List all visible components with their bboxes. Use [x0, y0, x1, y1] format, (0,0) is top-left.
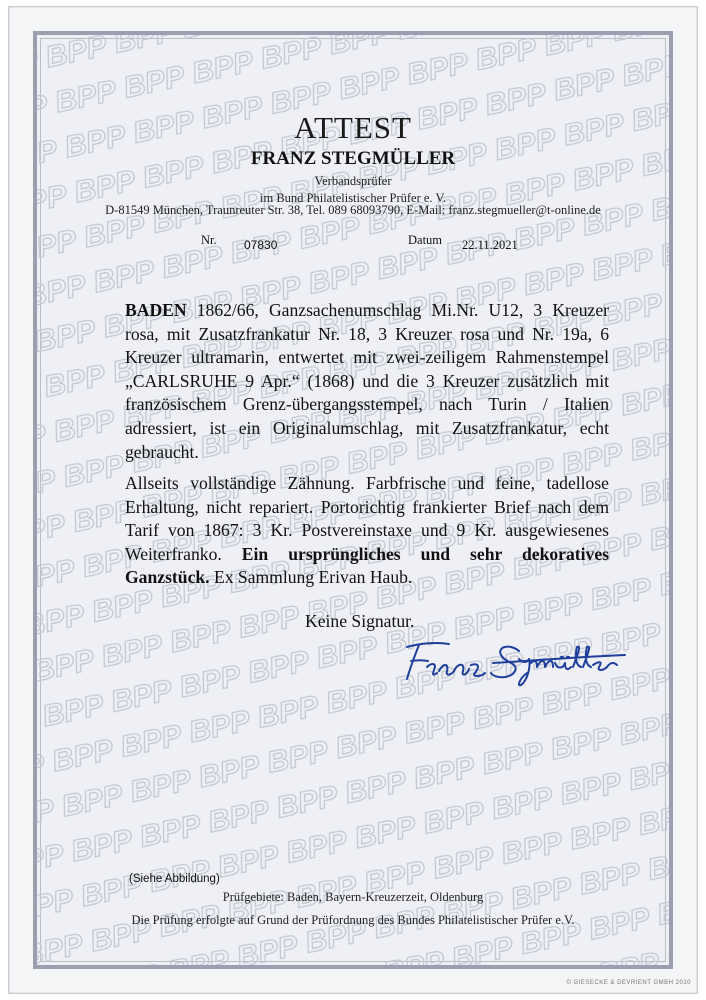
- see-image-note: (Siehe Abbildung): [129, 873, 220, 885]
- certificate-number-label: Nr.: [201, 233, 217, 247]
- certificate-title: ATTEST: [294, 110, 412, 145]
- certificate-sheet: [8, 6, 698, 994]
- examination-fields: Prüfgebiete: Baden, Bayern-Kreuzerzeit, Oldenburg: [222, 890, 484, 904]
- description-text: 1862/66, Ganzsachenumschlag Mi.Nr. U12, 3 Kreuzer rosa, mit Zusatzfrankatur Nr. 18, 3 Kreuzer rosa und Nr. 19a, 6 Kreuzer ultramarin, entwertet mit zwei-zeiligem Rahmenstempel „CARLSRUHE 9 Apr.“ (1868) und die 3 Kreuzer zusätzlich mit französischem Grenz-übergangsstempel, nach Turin / Italien adressiert, ist ein Originalumschlag, mit Zusatzfrankatur, echt gebraucht.: [125, 300, 609, 462]
- signature-text: Franz Stegmüller: [397, 633, 404, 634]
- examination-rules-note: Die Prüfung erfolgte auf Grund der Prüfordnung des Bundes Philatelistischer Prüfer e.V.: [131, 913, 575, 927]
- condition-paragraph: [125, 472, 609, 590]
- examiner-role: Verbandsprüfer: [314, 174, 392, 188]
- certificate-date: 22.11.2021: [462, 238, 518, 252]
- country-heading: BADEN: [125, 300, 187, 320]
- examiner-contact: D-81549 München, Traunreuter Str. 38, Tel. 089 68093790, E-Mail: franz.stegmueller@t-online.de: [105, 203, 601, 217]
- examiner-signature: [397, 633, 627, 688]
- provenance-text: Ex Sammlung Erivan Haub.: [209, 567, 413, 588]
- description-paragraph: [125, 299, 609, 464]
- certificate-frame: [33, 31, 673, 969]
- certificate-content: [37, 35, 669, 965]
- certificate-number: 07830: [244, 238, 278, 252]
- condition-text: Allseits vollständige Zähnung. Farbfrische und feine, tadellose Erhaltung, nicht repariert. Portorichtig frankierter Brief nach dem Tarif von 1867: 3 Kr. Postvereinstaxe und 9 Kr. ausgewiesenes Weiterfranko.: [125, 473, 609, 564]
- examiner-association: im Bund Philatelistischer Prüfer e. V.: [260, 191, 446, 205]
- examiner-name: FRANZ STEGMÜLLER: [250, 148, 456, 169]
- printer-imprint: © GIESECKE & DEVRIENT GMBH 2010: [566, 980, 691, 986]
- certificate-date-label: Datum: [408, 233, 443, 247]
- condition-highlight: Ein ursprüngliches und sehr dekoratives Ganzstück.: [125, 543, 609, 588]
- no-signature-note: Keine Signatur.: [305, 611, 415, 631]
